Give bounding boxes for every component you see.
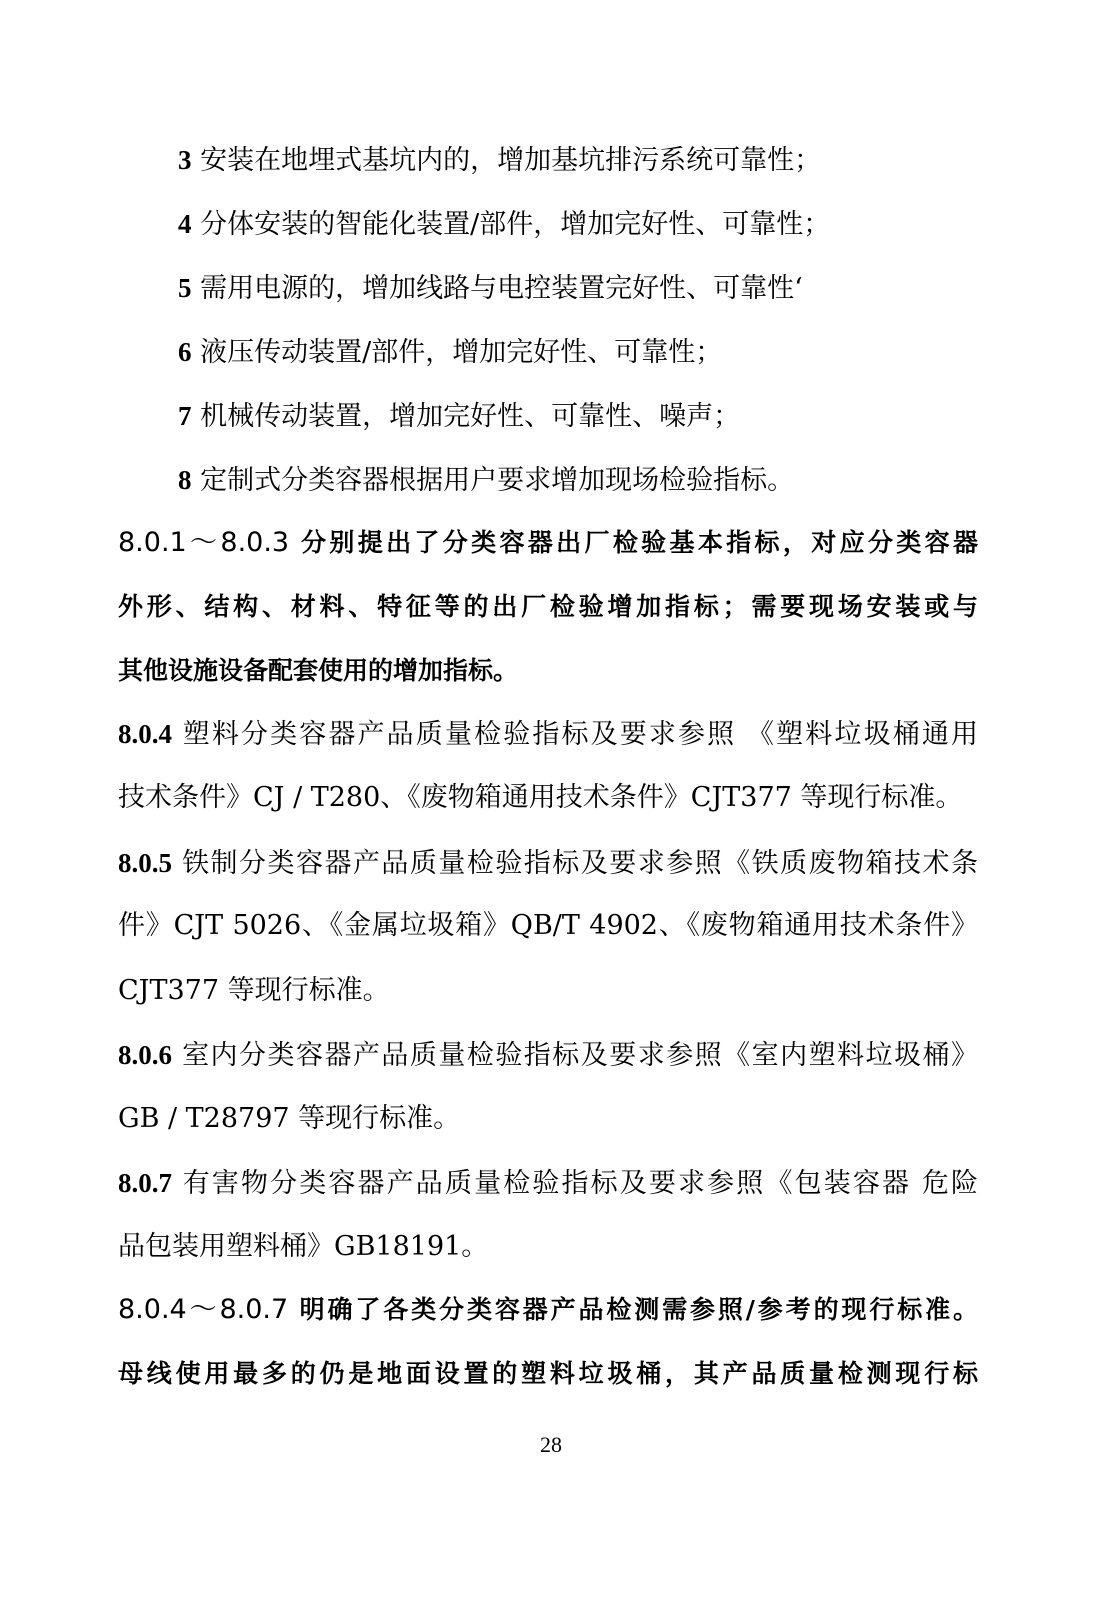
- section-line: [118, 714, 978, 754]
- item-number: 6: [178, 337, 192, 367]
- section-line: GB / T28797 等现行标准。: [118, 1103, 461, 1134]
- section-text: 铁制分类容器产品质量检验指标及要求参照《铁质废物箱技术条: [182, 848, 978, 879]
- item-number: 3: [178, 145, 192, 175]
- item-text: 机械传动装置，增加完好性、可靠性、噪声；: [200, 401, 741, 432]
- section-text: 室内分类容器产品质量检验指标及要求参照《室内塑料垃圾桶》: [182, 1040, 978, 1071]
- commentary-line: [118, 523, 978, 563]
- commentary-line: 外形、结构、材料、特征等的出厂检验增加指标；需要现场安装或与: [118, 592, 978, 621]
- section-line: 件》CJT 5026、《金属垃圾箱》QB/T 4902、《废物箱通用技术条件》: [118, 910, 978, 941]
- commentary-line: 其他设施设备配套使用的增加指标。: [118, 656, 519, 685]
- section-number: 8.0.4: [118, 719, 172, 749]
- commentary-text: 明确了各类分类容器产品检测需参照/参考的现行标准。: [299, 1295, 978, 1324]
- item-number: 4: [178, 209, 192, 239]
- section-line: 技术条件》CJ / T280、《废物箱通用技术条件》CJT377 等现行标准。: [118, 782, 963, 813]
- commentary-text: 分别提出了分类容器出厂检验基本指标，对应分类容器: [301, 528, 978, 557]
- item-text: 安装在地埋式基坑内的，增加基坑排污系统可靠性；: [200, 145, 822, 176]
- section-number: 8.0.7: [118, 1168, 172, 1198]
- list-item: [178, 396, 740, 436]
- commentary-ref: 8.0.1～8.0.3: [118, 527, 290, 558]
- section-line: 品包装用塑料桶》GB18191。: [118, 1231, 489, 1262]
- list-item: [178, 460, 794, 500]
- list-item: [178, 268, 803, 308]
- commentary-ref: 8.0.4～8.0.7: [118, 1294, 289, 1325]
- item-text: 液压传动装置/部件，增加完好性、可靠性；: [200, 337, 723, 368]
- section-line: [118, 843, 978, 883]
- section-line: [118, 1163, 978, 1203]
- item-text: 分体安装的智能化装置/部件，增加完好性、可靠性；: [200, 209, 831, 240]
- item-text: 定制式分类容器根据用户要求增加现场检验指标。: [200, 465, 795, 496]
- section-line: CJT377 等现行标准。: [118, 975, 390, 1006]
- section-text: 有害物分类容器产品质量检验指标及要求参照《包装容器 危险: [182, 1168, 978, 1199]
- list-item: [178, 204, 830, 244]
- commentary-line: [118, 1290, 978, 1330]
- item-number: 7: [178, 401, 192, 431]
- list-item: [178, 140, 821, 180]
- item-number: 8: [178, 465, 192, 495]
- section-number: 8.0.6: [118, 1040, 172, 1070]
- commentary-line: 母线使用最多的仍是地面设置的塑料垃圾桶，其产品质量检测现行标: [118, 1359, 978, 1388]
- section-text: 塑料分类容器产品质量检验指标及要求参照 《塑料垃圾桶通用: [182, 719, 978, 750]
- item-number: 5: [178, 273, 192, 303]
- item-text: 需用电源的，增加线路与电控装置完好性、可靠性‘: [200, 273, 803, 304]
- page-number: 28: [540, 1432, 562, 1457]
- section-number: 8.0.5: [118, 848, 172, 878]
- list-item: [178, 332, 722, 372]
- section-line: [118, 1035, 978, 1075]
